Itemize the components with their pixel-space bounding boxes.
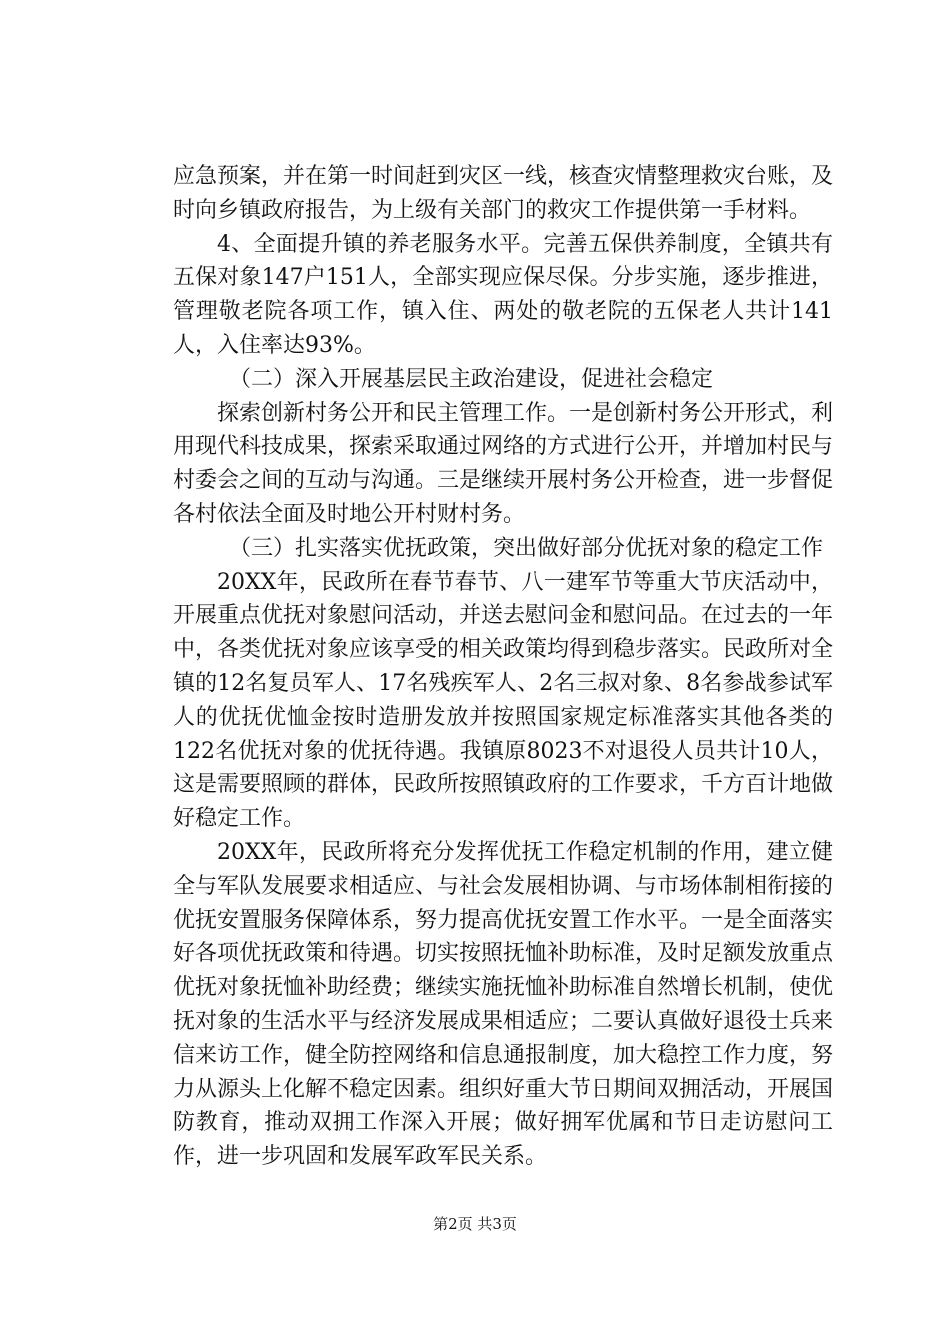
paragraph-preferential-care-plan: 20XX年，民政所将充分发挥优抚工作稳定机制的作用，建立健全与军队发展要求相适应、与社会发展相协调、与市场体制相衔接的优抚安置服务保障体系，努力提高优抚安置工作水平。一是全面落实好各项优抚政策和待遇。切实按照抚恤补助标准，及时足额发放重点优抚对象抚恤补助经费；继续实施抚恤补助标准自然增长机制，使优抚对象的生活水平与经济发展成果相适应；二要认真做好退役士兵来信来访工作，健全防控网络和信息通报制度，加大稳控工作力度，努力从源头上化解不稳定因素。组织好重大节日期间双拥活动，开展国防教育，推动双拥工作深入开展；做好拥军优属和节日走访慰问工作，进一步巩固和发展军政军民关系。 [173,839,834,1170]
section-heading-3: （三）扎实落实优抚政策，突出做好部分优抚对象的稳定工作 [229,535,824,561]
paragraph-disaster-relief-continued: 应急预案，并在第一时间赶到灾区一线，核查灾情整理救灾台账，及时向乡镇政府报告，为上级有关部门的救灾工作提供第一手材料。 [173,164,834,223]
paragraph-village-affairs: 探索创新村务公开和民主管理工作。一是创新村务公开形式，利用现代科技成果，探索采取通过网络的方式进行公开，并增加村民与村委会之间的互动与沟通。三是继续开展村务公开检查，进一步督促各村依法全面及时地公开村财村务。 [173,400,834,527]
paragraph-preferential-care-review: 20XX年，民政所在春节春节、八一建军节等重大节庆活动中，开展重点优抚对象慰问活动，并送去慰问金和慰问品。在过去的一年中，各类优抚对象应该享受的相关政策均得到稳步落实。民政所对全镇的12名复员军人、17名残疾军人、2名三叔对象、8名参战参试军人的优抚优恤金按时造册发放并按照国家规定标准落实其他各类的122名优抚对象的优抚待遇。我镇原8023不对退役人员共计10人，这是需要照顾的群体，民政所按照镇政府的工作要求，千方百计地做好稳定工作。 [173,569,834,832]
section-heading-2: （二）深入开展基层民主政治建设，促进社会稳定 [229,366,714,392]
paragraph-elderly-care: 4、全面提升镇的养老服务水平。完善五保供养制度，全镇共有五保对象147户151人，全部实现应保尽保。分步实施，逐步推进，管理敬老院各项工作，镇入住、两处的敬老院的五保老人共计141人，入住率达93%。 [173,231,833,358]
page-number-footer: 第2页 共3页 [433,1215,517,1233]
document-body [173,160,833,1174]
